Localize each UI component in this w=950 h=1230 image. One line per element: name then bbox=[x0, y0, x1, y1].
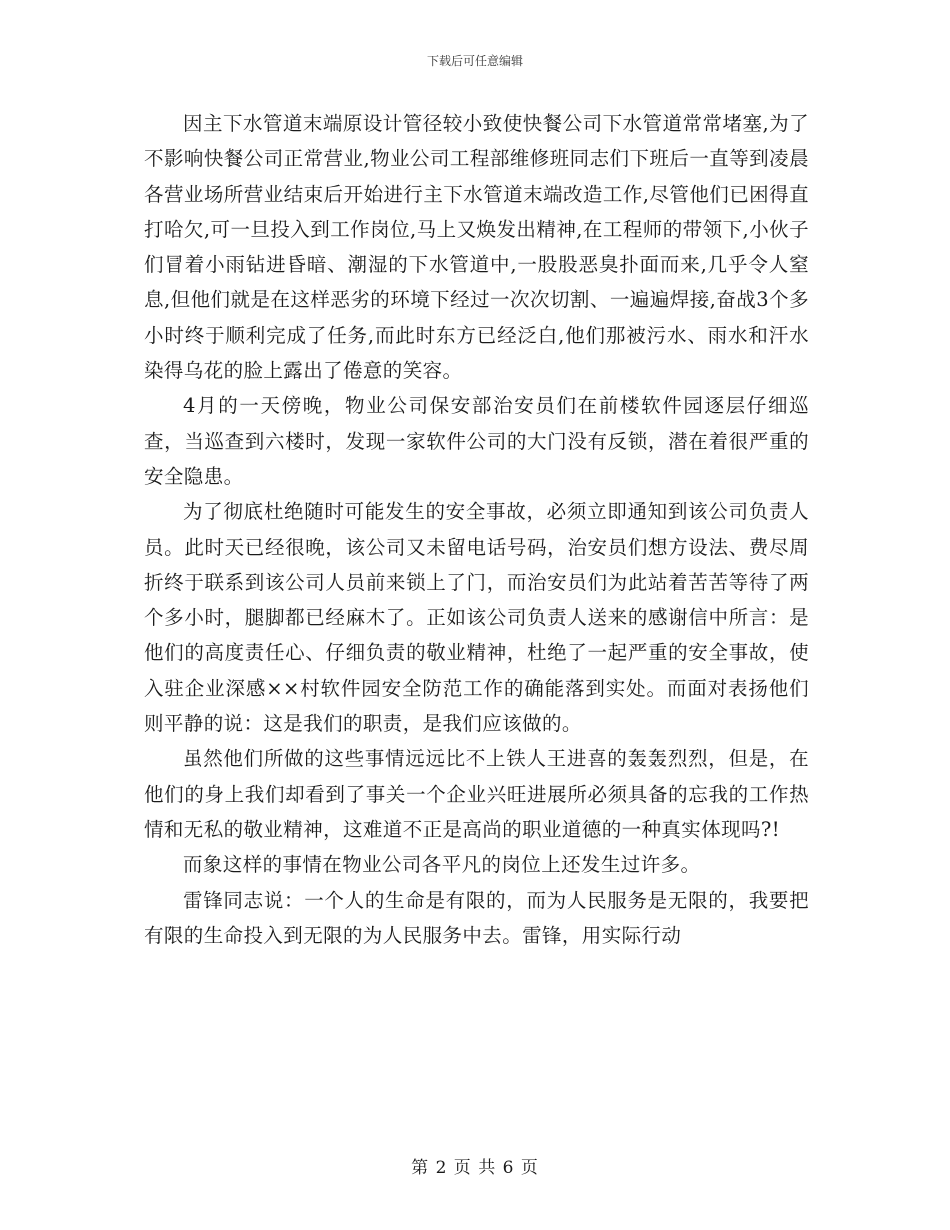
paragraph-3: 为了彻底杜绝随时可能发生的安全事故，必须立即通知到该公司负责人员。此时天已经很晚，该公司又未留电话号码，治安员们想方设法、费尽周折终于联系到该公司人员前来锁上了门，而治安员们为此站着苦苦等待了两个多小时，腿脚都已经麻木了。正如该公司负责人送来的感谢信中所言：是他们的高度责任心、仔细负责的敬业精神，杜绝了一起严重的安全事故，使入驻企业深感××村软件园安全防范工作的确能落到实处。而面对表扬他们则平静的说：这是我们的职责，是我们应该做的。 bbox=[144, 500, 809, 736]
paragraph-2: 4月的一天傍晚，物业公司保安部治安员们在前楼软件园逐层仔细巡查，当巡查到六楼时，发现一家软件公司的大门没有反锁，潜在着很严重的安全隐患。 bbox=[144, 394, 809, 488]
page-number: 第 2 页 共 6 页 bbox=[411, 1158, 539, 1178]
page-header: 下载后可任意编辑 bbox=[426, 54, 523, 68]
paragraph-1: 因主下水管道末端原设计管径较小致使快餐公司下水管道常常堵塞,为了不影响快餐公司正常营业,物业公司工程部维修班同志们下班后一直等到凌晨各营业场所营业结束后开始进行主下水管道末端改造工作,尽管他们已困得直打哈欠,可一旦投入到工作岗位,马上又焕发出精神,在工程师的带领下,小伙子们冒着小雨钻进昏暗、潮湿的下水管道中,一股股恶臭扑面而来,几乎令人窒息,但他们就是在这样恶劣的环境下经过一次次切割、一遍遍焊接,奋战3个多小时终于顺利完成了任务,而此时东方已经泛白,他们那被污水、雨水和汗水染得乌花的脸上露出了倦意的笑容。 bbox=[144, 112, 809, 383]
paragraph-4: 虽然他们所做的这些事情远远比不上铁人王进喜的轰轰烈烈，但是，在他们的身上我们却看到了事关一个企业兴旺进展所必须具备的忘我的工作热情和无私的敬业精神，这难道不正是高尚的职业道德的一种真实体现吗?! bbox=[144, 747, 809, 841]
paragraph-6: 雷锋同志说：一个人的生命是有限的，而为人民服务是无限的，我要把有限的生命投入到无限的为人民服务中去。雷锋，用实际行动 bbox=[144, 888, 809, 947]
paragraph-5: 而象这样的事情在物业公司各平凡的岗位上还发生过许多。 bbox=[183, 853, 701, 877]
document-body bbox=[144, 106, 809, 953]
